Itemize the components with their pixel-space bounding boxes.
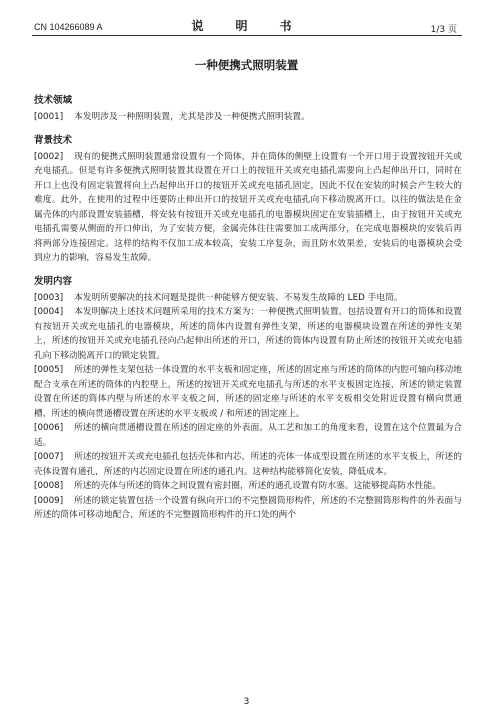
paragraph-text: 本发明所要解决的技术问题是提供一种能够方便安装、不易发生故障的 LED 手电筒。 (74, 292, 403, 303)
paragraph-number: [0001] (34, 112, 64, 122)
paragraph-number: [0006] (34, 423, 64, 433)
section-heading-background: 背景技术 (34, 134, 73, 146)
paragraph-text: 所述的壳体与所述的筒体之间设置有密封圈，所述的通孔设置有防水塞。这能够提高防水性能。 (74, 481, 441, 491)
paragraph-number: [0004] (34, 307, 64, 317)
section-heading-summary: 发明内容 (34, 275, 73, 287)
paragraph-text: 所述的按钮开关或充电插孔包括壳体和内芯，所述的壳体一体成型设置在所述的水平支板上，所述的壳体设置有通孔，所述的内芯固定设置在所述的通孔内。这种结构能够简化安装，降低成本。 (34, 452, 462, 477)
document-type-heading: 说 明 书 (191, 19, 302, 33)
paragraph-0006 (34, 421, 462, 450)
paragraph-number: [0005] (34, 365, 64, 375)
paragraph-0009 (34, 494, 462, 523)
paragraph-text: 所述的锁定装置包括一个设置有纵向开口的不完整圆筒形构件，所述的不完整圆筒形构件的外表面与所述的筒体可移动地配合，所述的不完整圆筒形构件的开口处的两个 (34, 495, 462, 520)
paragraph-0008 (34, 479, 462, 494)
paragraph-0003 (34, 291, 462, 306)
paragraph-text: 所述的弹性支架包括一体设置的水平支板和固定座，所述的固定座与所述的筒体的内腔可轴向移动地配合支承在所述的筒体的内腔壁上，所述的按钮开关或充电插孔与所述的水平支板固定连接，所述的锁定装置设置在所述的筒体内壁与所述的水平支板之间，所述的固定座与所述的水平支板相交处附近设置有横向贯通槽，所述的横向贯通槽设置在所述的水平支板或 / 和所述的固定座上。 (34, 365, 462, 419)
paragraph-number: [0007] (34, 452, 64, 462)
paragraph-text: 现有的便携式照明装置通常设置有一个筒体，并在筒体的侧壁上设置有一个开口用于设置按钮开关或充电插孔。但是有许多便携式照明装置其设置在开口上的按钮开关或充电插孔需要向上凸起伸出开口，同时在开口上也没有固定装置将向上凸起伸出开口的按钮开关或充电插孔固定，因此不仅在安装的时候会产生较大的难度。此外，在使用的过程中还要防止伸出开口的按钮开关或充电插孔向下移动脱离开口。以往的做法是在金属壳体的内部设置安装插槽，将安装有按钮开关或充电插孔的电器模块固定在安装插槽上，由于按钮开关或充电插孔需要从侧面的开口伸出，为了安装方便，金属壳体往往需要加工成两部分，在完成电器模块的安装后再将两部分连接固定。这样的结构不仅加工成本较高，安装工序复杂，而且防水效果差，安装后的电器模块会受到应力的影响，容易发生故障。 (34, 151, 462, 263)
header-divider (32, 35, 462, 36)
description-body (34, 94, 462, 523)
section-heading-technical-field: 技术领域 (34, 95, 73, 106)
paragraph-number: [0008] (34, 481, 64, 491)
paragraph-0007 (34, 450, 462, 479)
paragraph-text: 所述的横向贯通槽设置在所述的固定座的外表面。从工艺和加工的角度来看，设置在这个位置最为合适。 (34, 423, 462, 448)
paragraph-0002 (34, 150, 462, 266)
paragraph-text: 本发明涉及一种照明装置，尤其是涉及一种便携式照明装置。 (74, 112, 310, 122)
paragraph-number: [0002] (34, 151, 64, 162)
page-number: 3 (243, 697, 250, 707)
invention-title: 一种便携式照明装置 (194, 58, 299, 72)
paragraph-number: [0009] (34, 495, 64, 506)
patent-number: CN 104266089 A (34, 22, 103, 32)
paragraph-number: [0003] (34, 292, 64, 303)
paragraph-text: 本发明解决上述技术问题所采用的技术方案为：一种便携式照明装置，包括设置有开口的筒体和设置有按钮开关或充电插孔的电器模块，所述的筒体内设置有弹性支架，所述的电器模块设置在所述的弹性支架上，所述的按钮开关或充电插孔径向凸起伸出所述的开口，所述的筒体内设置有防止所述的按钮开关或充电插孔向下移动脱离开口的锁定装置。 (34, 307, 462, 361)
page-indicator: 1/3 页 (430, 25, 457, 35)
paragraph-0005 (34, 363, 462, 421)
paragraph-0004 (34, 305, 462, 363)
paragraph-0001 (34, 110, 462, 125)
